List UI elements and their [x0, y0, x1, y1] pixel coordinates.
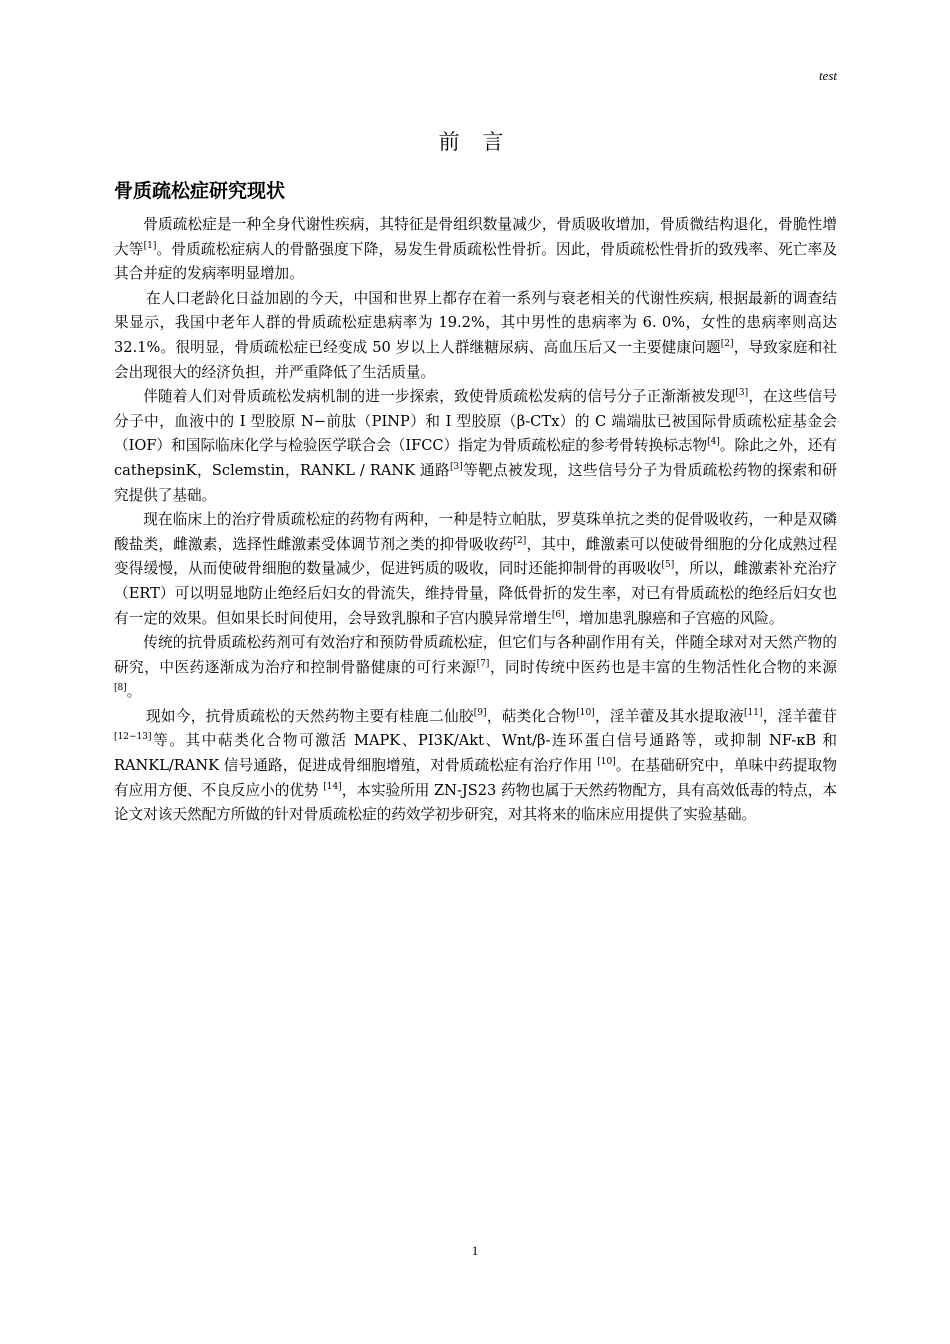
citation-ref: [2]: [720, 338, 734, 349]
text-run: 。: [126, 683, 142, 701]
text-run: 等。其中萜类化合物可激活 MAPK、PI3K/Akt、Wnt/β-连环蛋白信号通路等，或抑制 NF-κB 和 RANKL/RANK 信号通路，促进成骨细胞增殖，对骨质疏松症有治疗作用: [114, 732, 837, 775]
citation-ref: [5]: [661, 560, 675, 571]
citation-ref: [10]: [597, 757, 616, 768]
section-heading: 骨质疏松症研究现状: [114, 180, 286, 202]
text-run: 现在临床上的治疗骨质疏松症的药物有两种，一种是特立帕肽，罗莫珠单抗之类的促骨吸收药，一种是双磷酸盐类，雌激素，选择性雌激素受体调节剂之类的抑骨吸收药: [114, 511, 837, 553]
paragraph: [114, 287, 837, 385]
text-run: 现如今，抗骨质疏松的天然药物主要有桂鹿二仙胶: [146, 707, 474, 725]
paragraph: [114, 385, 837, 508]
text-run: 。除此之外，还有 cathepsinK，Sclemstin，RANKL / RANK 通路: [114, 437, 837, 479]
text-run: ，同时传统中医药也是丰富的生物活性化合物的来源: [489, 658, 837, 676]
citation-ref: [8]: [114, 683, 127, 694]
text-run: ，本实验所用 ZN-JS23 药物也属于天然药物配方，具有高效低毒的特点，本论文对该天然配方所做的针对骨质疏松症的药效学初步研究，对其将来的临床应用提供了实验基础。: [114, 781, 837, 824]
text-run: ，淫羊藿及其水提取液: [594, 707, 744, 725]
text-run: ，淫羊藿苷: [762, 707, 837, 725]
text-run: ，增加患乳腺癌和子宫癌的风险。: [564, 609, 784, 627]
text-run: 。骨质疏松症病人的骨骼强度下降，易发生骨质疏松性骨折。因此，骨质疏松性骨折的致残率、死亡率及其合并症的发病率明显增加。: [114, 240, 837, 283]
paragraph: [114, 213, 837, 287]
text-run: 伴随着人们对骨质疏松发病机制的进一步探索，致使骨质疏松发病的信号分子正渐渐被发现: [143, 388, 736, 406]
citation-ref: [12−13]: [114, 732, 152, 743]
text-run: 骨质疏松症是一种全身代谢性疾病，其特征是骨组织数量减少，骨质吸收增加，骨质微结构退化，骨脆性增大等: [114, 216, 837, 258]
citation-ref: [1]: [143, 240, 157, 251]
text-run: ，所以，雌激素补充治疗（ERT）可以明显地防止绝经后妇女的骨流失，维持骨量，降低骨折的发生率，对已有骨质疏松的绝经后妇女也有一定的效果。但如果长时间使用，会导致乳腺和子宫内膜异常增生: [114, 560, 837, 627]
text-run: ，萜类化合物: [486, 707, 577, 725]
page-title: 前 言: [438, 130, 512, 154]
citation-ref: [10]: [576, 707, 595, 718]
text-run: ，在这些信号分子中，血液中的 I 型胶原 N−前肽（PINP）和 I 型胶原（β-CTx）的 C 端端肽已被国际骨质疏松症基金会（IOF）和国际临床化学与检验医学联合会（IFCC）指定为骨质疏松症的参考骨转换标志物: [114, 388, 837, 455]
citation-ref: [9]: [473, 707, 487, 718]
paragraph: [114, 631, 837, 705]
text-run: ，导致家庭和社会出现很大的经济负担，并严重降低了生活质量。: [114, 338, 837, 381]
text-run: ，其中，雌激素可以使破骨细胞的分化成熟过程变得缓慢，从而使破骨细胞的数量减少，促进钙质的吸收，同时还能抑制骨的再吸收: [114, 535, 837, 578]
citation-ref: [7]: [476, 658, 490, 669]
paragraph: [114, 705, 837, 828]
paragraph: [114, 508, 837, 631]
text-run: 。在基础研究中，单味中药提取物有应用方便、不良反应小的优势: [114, 757, 837, 799]
citation-ref: [14]: [323, 781, 342, 792]
page-header: test: [818, 68, 837, 83]
text-run: 等靶点被发现，这些信号分子为骨质疏松药物的探索和研究提供了基础。: [114, 461, 837, 504]
citation-ref: [11]: [744, 707, 763, 718]
citation-ref: [3]: [735, 388, 749, 399]
citation-ref: [3]: [450, 461, 463, 472]
citation-ref: [2]: [513, 535, 527, 546]
body-text: [114, 213, 837, 828]
text-run: 在人口老龄化日益加剧的今天，中国和世界上都存在着一系列与衰老相关的代谢性疾病, 根据最新的调查结果显示，我国中老年人群的骨质疏松症患病率为 19.2%，其中男性的患病率为 6. 0%，女性的患病率则高达 32.1%。很明显，骨质疏松症已经变成 50 岁以上人群继糖尿病、高血压后又一主要健康问题: [114, 289, 837, 356]
citation-ref: [6]: [551, 609, 565, 620]
citation-ref: [4]: [707, 437, 720, 448]
text-run: 传统的抗骨质疏松药剂可有效治疗和预防骨质疏松症，但它们与各种副作用有关，伴随全球对对天然产物的研究，中医药逐渐成为治疗和控制骨骼健康的可行来源: [114, 634, 837, 676]
page-number: 1: [471, 1243, 479, 1258]
